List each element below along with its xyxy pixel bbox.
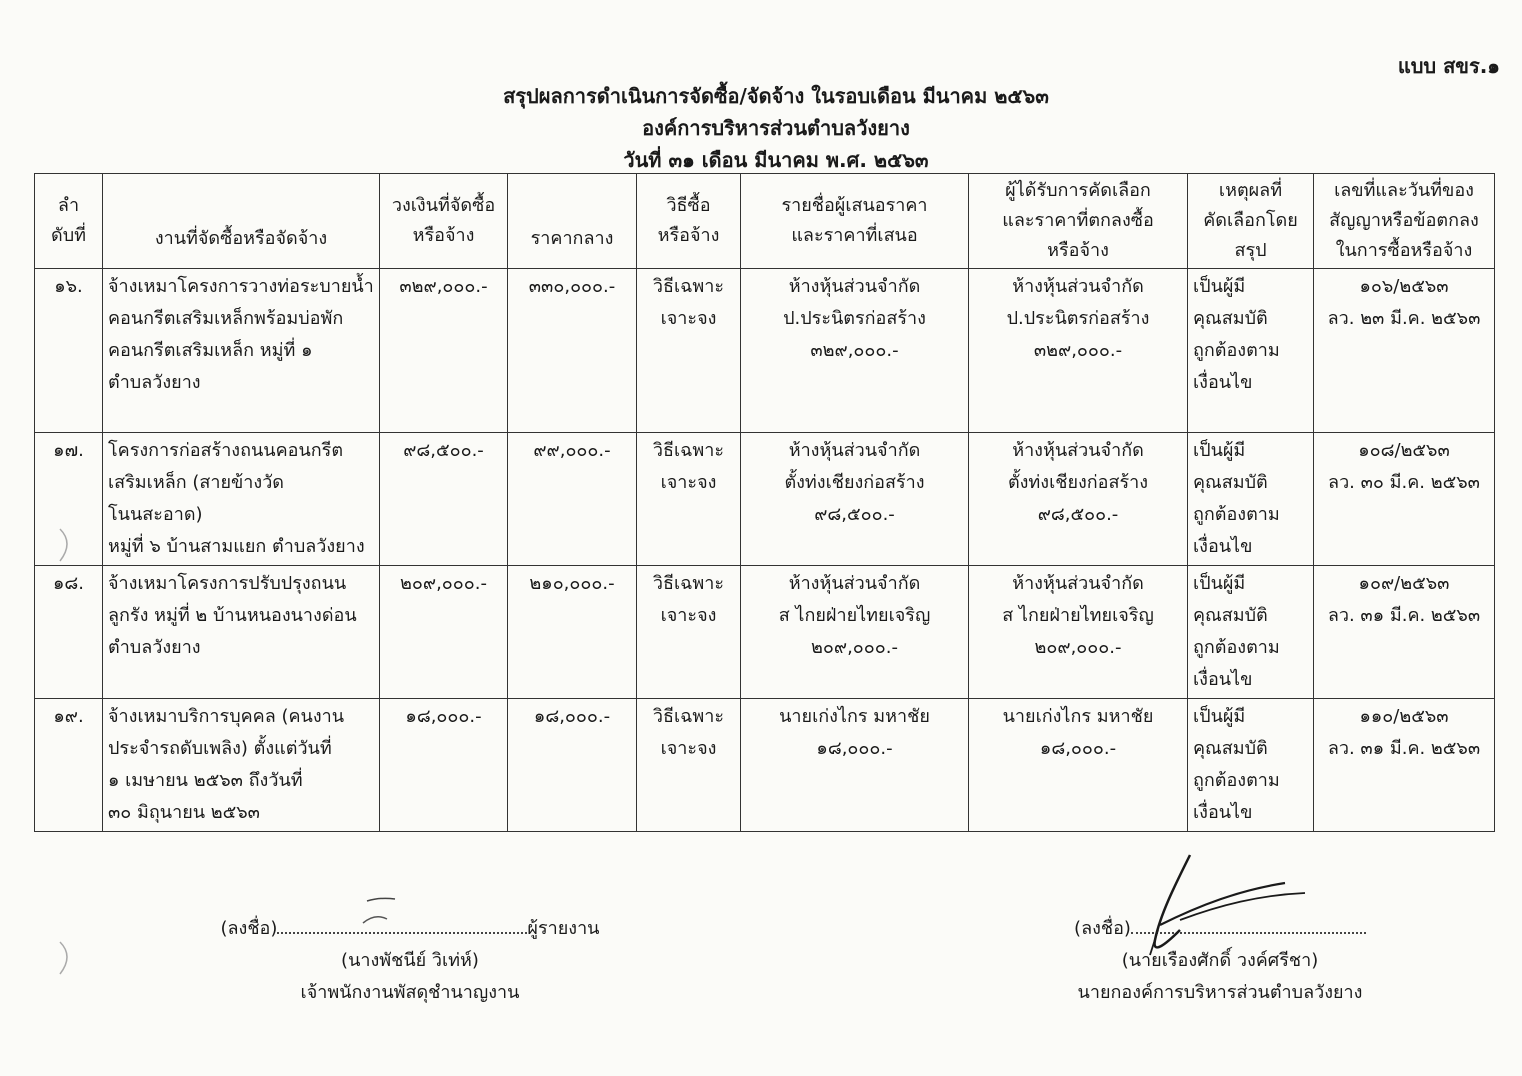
col-selected: ผู้ได้รับการคัดเลือก และราคาที่ตกลงซื้อ หรือจ้าง <box>969 174 1188 269</box>
approver-position: นายกองค์การบริหารส่วนตำบลวังยาง <box>1077 982 1363 1003</box>
col-reason: เหตุผลที่ คัดเลือกโดย สรุป <box>1188 174 1314 269</box>
col-contract: เลขที่และวันที่ของ สัญญาหรือข้อตกลง ในการซื้อหรือจ้าง <box>1314 174 1495 269</box>
cell-bidders: ห้างหุ้นส่วนจำกัด ป.ประนิตรก่อสร้าง ๓๒๙,๐๐๐.- <box>741 269 969 433</box>
reporter-name: (นางพัชนีย์ วิเท่ห์) <box>341 950 479 971</box>
cell-contract: ๑๐๙/๒๕๖๓ ลว. ๓๑ มี.ค. ๒๕๖๓ <box>1314 566 1495 699</box>
approver-name: (นายเรืองศักดิ์ วงค์ศรีชา) <box>1121 950 1319 971</box>
cell-method: วิธีเฉพาะ เจาะจง <box>637 433 741 566</box>
col-median-price: ราคากลาง <box>508 174 637 269</box>
scan-artifact <box>52 938 82 978</box>
cell-work: จ้างเหมาโครงการวางท่อระบายน้ำ คอนกรีตเสริมเหล็กพร้อมบ่อพัก คอนกรีตเสริมเหล็ก หมู่ที่ ๑ ตำบลวังยาง <box>103 269 380 433</box>
cell-contract: ๑๐๘/๒๕๖๓ ลว. ๓๐ มี.ค. ๒๕๖๓ <box>1314 433 1495 566</box>
title-line-2: องค์การบริหารส่วนตำบลวังยาง <box>642 116 910 140</box>
table-row <box>35 699 1495 832</box>
cell-method: วิธีเฉพาะ เจาะจง <box>637 269 741 433</box>
cell-work: จ้างเหมาโครงการปรับปรุงถนน ลูกรัง หมู่ที่ ๒ บ้านหนองนางด่อน ตำบลวังยาง <box>103 566 380 699</box>
document-header <box>0 80 1522 176</box>
col-bidders: รายชื่อผู้เสนอราคา และราคาที่เสนอ <box>741 174 969 269</box>
cell-reason: เป็นผู้มี คุณสมบัติ ถูกต้องตาม เงื่อนไข <box>1188 433 1314 566</box>
scan-artifact <box>52 525 82 565</box>
cell-no: ๑๖. <box>35 269 103 433</box>
cell-contract: ๑๑๐/๒๕๖๓ ลว. ๓๑ มี.ค. ๒๕๖๓ <box>1314 699 1495 832</box>
cell-bidders: ห้างหุ้นส่วนจำกัด ตั้งท่งเชียงก่อสร้าง ๙๘,๕๐๐.- <box>741 433 969 566</box>
cell-median-price: ๒๑๐,๐๐๐.- <box>508 566 637 699</box>
cell-method: วิธีเฉพาะ เจาะจง <box>637 699 741 832</box>
cell-budget: ๒๐๙,๐๐๐.- <box>380 566 508 699</box>
cell-selected: ห้างหุ้นส่วนจำกัด ป.ประนิตรก่อสร้าง ๓๒๙,๐๐๐.- <box>969 269 1188 433</box>
reporter-initial-mark <box>355 895 415 935</box>
sign-prefix-right: (ลงชื่อ) <box>1074 918 1131 939</box>
cell-selected: นายเก่งไกร มหาชัย ๑๘,๐๐๐.- <box>969 699 1188 832</box>
cell-selected: ห้างหุ้นส่วนจำกัด ส ไกยฝ่ายไทยเจริญ ๒๐๙,๐๐๐.- <box>969 566 1188 699</box>
title-line-1: สรุปผลการดำเนินการจัดซื้อ/จัดจ้าง ในรอบเดือน มีนาคม ๒๕๖๓ <box>503 84 1049 108</box>
cell-reason: เป็นผู้มี คุณสมบัติ ถูกต้องตาม เงื่อนไข <box>1188 566 1314 699</box>
cell-work: จ้างเหมาบริการบุคคล (คนงาน ประจำรถดับเพลิง) ตั้งแต่วันที่ ๑ เมษายน ๒๕๖๓ ถึงวันที่ ๓๐ มิถุนายน ๒๕๖๓ <box>103 699 380 832</box>
cell-median-price: ๑๘,๐๐๐.- <box>508 699 637 832</box>
title-line-3: วันที่ ๓๑ เดือน มีนาคม พ.ศ. ๒๕๖๓ <box>623 148 929 172</box>
cell-work: โครงการก่อสร้างถนนคอนกรีต เสริมเหล็ก (สายข้างวัดโนนสะอาด) หมู่ที่ ๖ บ้านสามแยก ตำบลวังยาง <box>103 433 380 566</box>
cell-bidders: นายเก่งไกร มหาชัย ๑๘,๐๐๐.- <box>741 699 969 832</box>
reporter-position: เจ้าพนักงานพัสดุชำนาญงาน <box>300 982 520 1003</box>
cell-median-price: ๙๙,๐๐๐.- <box>508 433 637 566</box>
cell-no: ๑๙. <box>35 699 103 832</box>
sign-prefix-left: (ลงชื่อ) <box>220 918 278 939</box>
cell-method: วิธีเฉพาะ เจาะจง <box>637 566 741 699</box>
sign-suffix-left: ผู้รายงาน <box>527 918 600 939</box>
procurement-table <box>34 173 1495 832</box>
col-budget: วงเงินที่จัดซื้อ หรือจ้าง <box>380 174 508 269</box>
table-row <box>35 269 1495 433</box>
cell-selected: ห้างหุ้นส่วนจำกัด ตั้งท่งเชียงก่อสร้าง ๙๘,๕๐๐.- <box>969 433 1188 566</box>
cell-reason: เป็นผู้มี คุณสมบัติ ถูกต้องตาม เงื่อนไข <box>1188 699 1314 832</box>
cell-no: ๑๘. <box>35 566 103 699</box>
cell-contract: ๑๐๖/๒๕๖๓ ลว. ๒๓ มี.ค. ๒๕๖๓ <box>1314 269 1495 433</box>
cell-median-price: ๓๓๐,๐๐๐.- <box>508 269 637 433</box>
col-no: ลำ ดับที่ <box>35 174 103 269</box>
form-code: แบบ สขร.๑ <box>1397 54 1500 78</box>
col-work: งานที่จัดซื้อหรือจัดจ้าง <box>103 174 380 269</box>
table-header-row <box>35 174 1495 269</box>
handwritten-signature <box>1120 845 1320 965</box>
table-row <box>35 433 1495 566</box>
cell-reason: เป็นผู้มี คุณสมบัติ ถูกต้องตาม เงื่อนไข <box>1188 269 1314 433</box>
cell-budget: ๓๒๙,๐๐๐.- <box>380 269 508 433</box>
cell-bidders: ห้างหุ้นส่วนจำกัด ส ไกยฝ่ายไทยเจริญ ๒๐๙,๐๐๐.- <box>741 566 969 699</box>
table-row <box>35 566 1495 699</box>
cell-budget: ๑๘,๐๐๐.- <box>380 699 508 832</box>
col-method: วิธีซื้อ หรือจ้าง <box>637 174 741 269</box>
cell-no: ๑๗. <box>35 433 103 566</box>
cell-budget: ๙๘,๕๐๐.- <box>380 433 508 566</box>
